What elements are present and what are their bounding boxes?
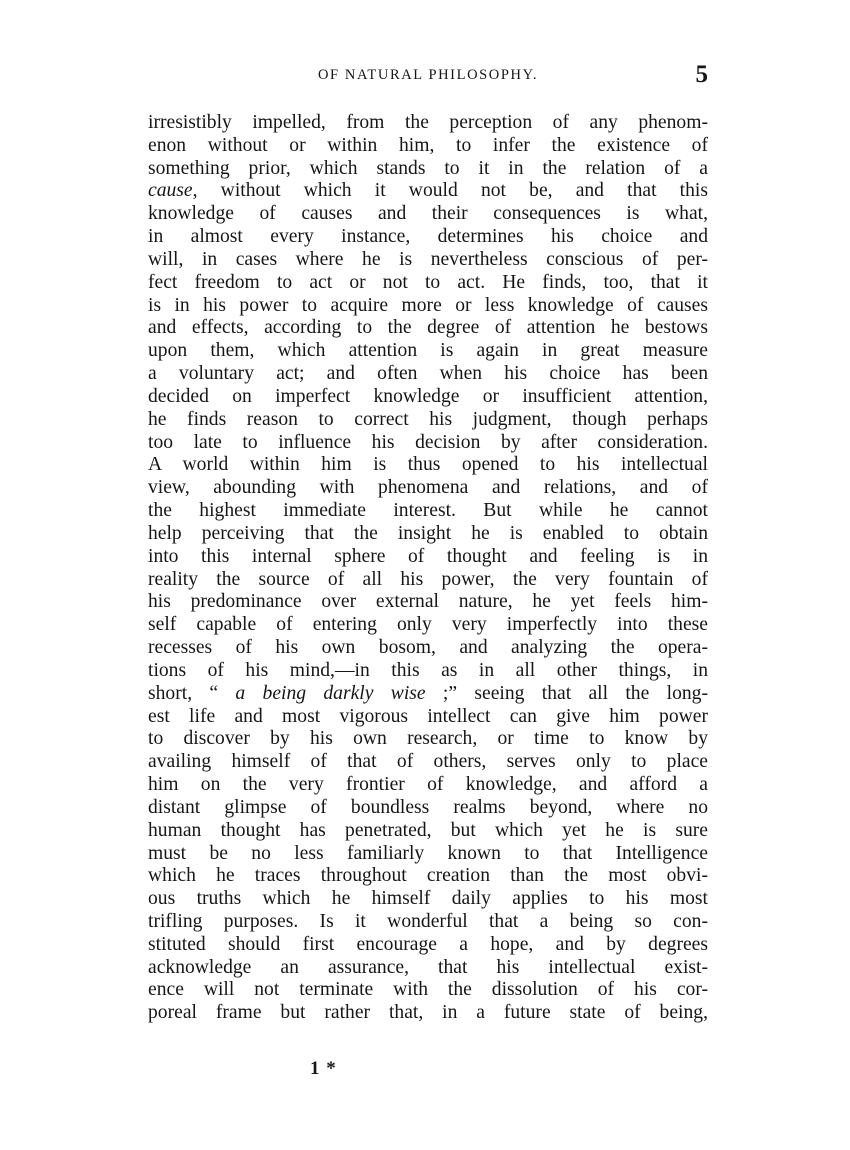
text-line: help perceiving that the insight he is enabled to obtain xyxy=(148,522,708,544)
text-line: tions of his mind,—in this as in all other things, in xyxy=(148,659,708,681)
text-line: and effects, according to the degree of attention he bestows xyxy=(148,317,708,339)
text-line: self capable of entering only very imperfectly into these xyxy=(148,614,708,636)
text-line: poreal frame but rather that, in a future state of being, xyxy=(148,1002,708,1024)
text-line: trifling purposes. Is it wonderful that a being so con- xyxy=(148,910,708,932)
text-line: the highest immediate interest. But while he cannot xyxy=(148,500,708,522)
italic-phrase: cause xyxy=(148,180,193,202)
body-text xyxy=(148,112,708,1025)
running-title: OF NATURAL PHILOSOPHY. xyxy=(317,67,539,83)
text-line: short, “ a being darkly wise ;” seeing that all the long- xyxy=(148,682,708,704)
text-line: in almost every instance, determines his choice and xyxy=(148,226,708,248)
text-line: must be no less familiarly known to that Intelligence xyxy=(148,842,708,864)
signature-mark: 1 * xyxy=(310,1058,337,1079)
text-line: fect freedom to act or not to act. He finds, too, that it xyxy=(148,271,708,293)
text-line: decided on imperfect knowledge or insufficient attention, xyxy=(148,385,708,407)
text-line: A world within him is thus opened to his intellectual xyxy=(148,454,708,476)
text-line: view, abounding with phenomena and relations, and of xyxy=(148,477,708,499)
text-line: upon them, which attention is again in great measure xyxy=(148,340,708,362)
text-line: he finds reason to correct his judgment, though perhaps xyxy=(148,408,708,430)
text-line: is in his power to acquire more or less knowledge of causes xyxy=(148,294,708,316)
page-number: 5 xyxy=(695,61,708,88)
text-line: his predominance over external nature, he yet feels him- xyxy=(148,591,708,613)
text-line: a voluntary act; and often when his choice has been xyxy=(148,363,708,385)
text-line: acknowledge an assurance, that his intellectual exist- xyxy=(148,956,708,978)
text-line: recesses of his own bosom, and analyzing the opera- xyxy=(148,637,708,659)
text-line: to discover by his own research, or time to know by xyxy=(148,728,708,750)
text-line: him on the very frontier of knowledge, and afford a xyxy=(148,774,708,796)
text-line: which he traces throughout creation than the most obvi- xyxy=(148,865,708,887)
running-head xyxy=(148,63,708,93)
text-line: too late to influence his decision by after consideration. xyxy=(148,431,708,453)
text-line: availing himself of that of others, serves only to place xyxy=(148,751,708,773)
text-line: enon without or within him, to infer the existence of xyxy=(148,134,708,156)
text-line: something prior, which stands to it in the relation of a xyxy=(148,157,708,179)
text-line: reality the source of all his power, the very fountain of xyxy=(148,568,708,590)
text-line: est life and most vigorous intellect can give him power xyxy=(148,705,708,727)
text-line: irresistibly impelled, from the perception of any phenom- xyxy=(148,112,708,133)
text-line: cause, without which it would not be, and that this xyxy=(148,180,708,202)
text-line: into this internal sphere of thought and feeling is in xyxy=(148,545,708,567)
text-line: will, in cases where he is nevertheless conscious of per- xyxy=(148,248,708,270)
text-line: distant glimpse of boundless realms beyond, where no xyxy=(148,796,708,818)
text-line: ence will not terminate with the dissolution of his cor- xyxy=(148,979,708,1001)
text-line: ous truths which he himself daily applies to his most xyxy=(148,888,708,910)
text-line: knowledge of causes and their consequences is what, xyxy=(148,203,708,225)
italic-phrase: a being darkly wise xyxy=(235,682,426,704)
text-line: stituted should first encourage a hope, and by degrees xyxy=(148,933,708,955)
text-line: human thought has penetrated, but which yet he is sure xyxy=(148,819,708,841)
